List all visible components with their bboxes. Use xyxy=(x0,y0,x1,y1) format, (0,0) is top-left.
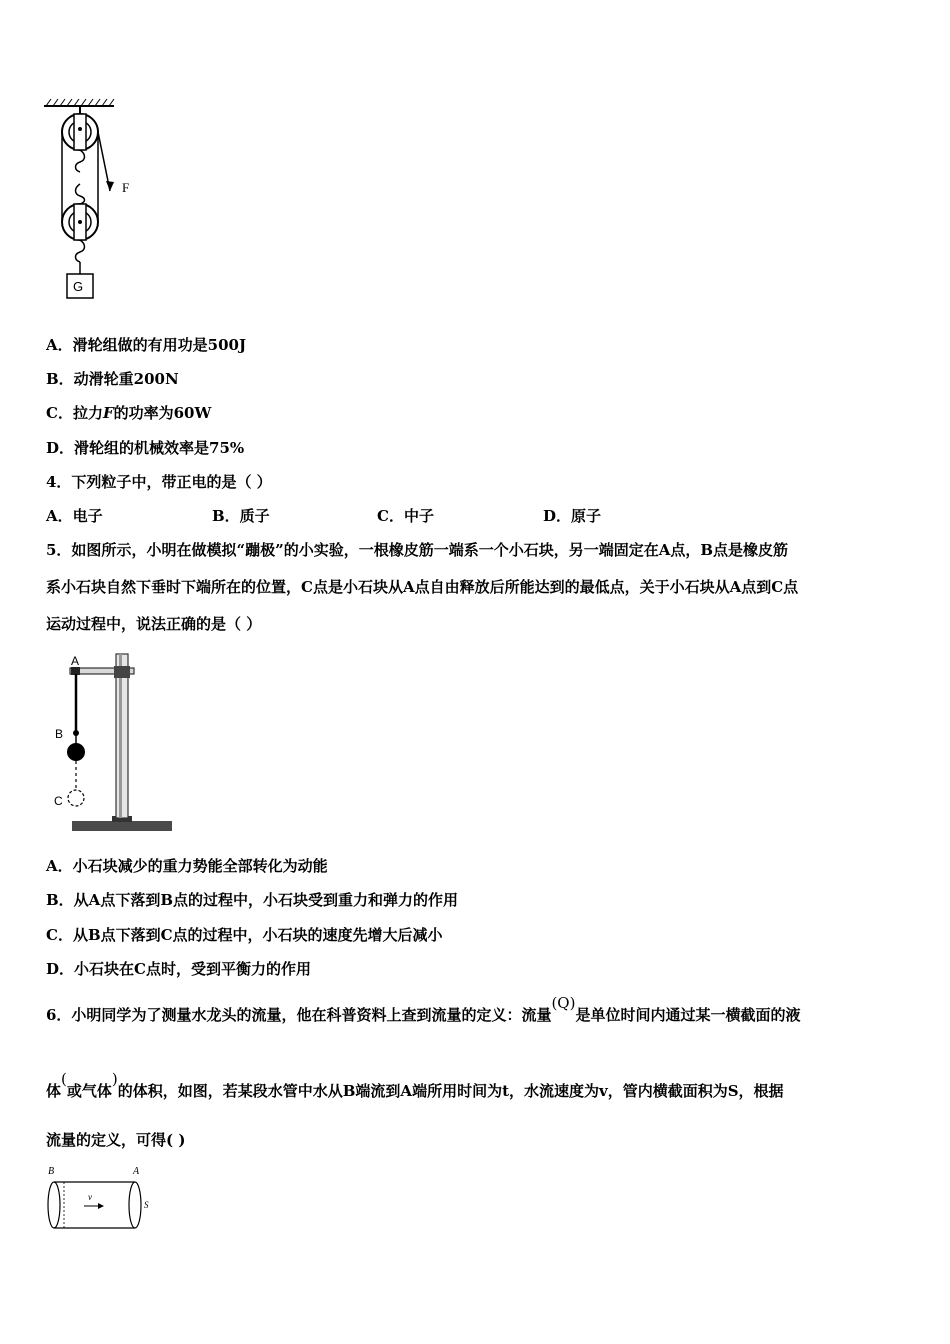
bungee-stand-figure xyxy=(50,648,180,838)
q6-stem-line-2 xyxy=(46,1070,784,1101)
q3-option-b: B．动滑轮重200N xyxy=(46,370,179,388)
pipe-end-a-label: A xyxy=(133,1166,140,1177)
q3-option-c xyxy=(46,403,211,423)
water-pipe-figure xyxy=(40,1162,160,1238)
q6-line2-mid: 或气体 xyxy=(66,1082,112,1100)
q5-option-b: B．从A点下落到B点的过程中，小石块受到重力和弹力的作用 xyxy=(46,891,458,909)
q5-option-a: A．小石块减少的重力势能全部转化为动能 xyxy=(46,857,328,875)
q4-option-a: A．电子 xyxy=(46,507,103,525)
q3-option-c-post: 的功率为60W xyxy=(113,404,212,422)
q6-line2-pre: 体 xyxy=(46,1082,62,1100)
q3-option-a: A．滑轮组做的有用功是500J xyxy=(46,336,247,354)
force-label: F xyxy=(122,180,130,195)
q6-stem-line-1 xyxy=(46,994,801,1025)
q6-line1-post: 是单位时间内通过某一横截面的液 xyxy=(575,1006,801,1024)
pulley-system-figure xyxy=(40,96,150,306)
point-b-label: B xyxy=(55,727,64,741)
q4-option-d: D．原子 xyxy=(543,507,602,525)
q6-line2-post: 的体积，如图，若某段水管中水从B端流到A端所用时间为t，水流速度为v，管内横截面积为S，根据 xyxy=(117,1082,784,1100)
q5-stem-line-1: 5．如图所示，小明在做模拟“蹦极”的小实验，一根橡皮筋一端系一个小石块，另一端固定在A点，B点是橡皮筋 xyxy=(46,541,789,559)
q5-option-c: C．从B点下落到C点的过程中，小石块的速度先增大后减小 xyxy=(46,926,443,944)
area-label: S xyxy=(144,1200,149,1210)
pipe-end-b-label: B xyxy=(48,1166,55,1177)
q4-option-c: C．中子 xyxy=(377,507,434,525)
q3-option-d: D．滑轮组的机械效率是75% xyxy=(46,439,245,457)
q6-stem-line-3: 流量的定义，可得( ) xyxy=(46,1131,186,1149)
velocity-label: v xyxy=(88,1192,92,1202)
q4-stem: 4．下列粒子中，带正电的是（ ） xyxy=(46,473,272,491)
q6-flow-symbol: (Q) xyxy=(551,994,576,1012)
q5-stem-line-3: 运动过程中，说法正确的是（ ） xyxy=(46,615,262,633)
point-a-label: A xyxy=(71,654,80,668)
q4-option-b: B．质子 xyxy=(212,507,270,525)
q3-option-c-var: F xyxy=(102,404,114,422)
weight-label: G xyxy=(73,279,84,294)
q3-option-c-pre: C．拉力 xyxy=(46,404,103,422)
q6-paren-open: ( xyxy=(61,1070,67,1088)
q5-stem-line-2: 系小石块自然下垂时下端所在的位置，C点是小石块从A点自由释放后所能达到的最低点，关于小石块从A点到C点 xyxy=(46,578,799,596)
point-c-label: C xyxy=(54,794,63,808)
q5-option-d: D．小石块在C点时，受到平衡力的作用 xyxy=(46,960,311,978)
q6-paren-close: ) xyxy=(111,1070,118,1088)
q6-line1-pre: 6．小明同学为了测量水龙头的流量，他在科普资料上查到流量的定义：流量 xyxy=(46,1006,552,1024)
